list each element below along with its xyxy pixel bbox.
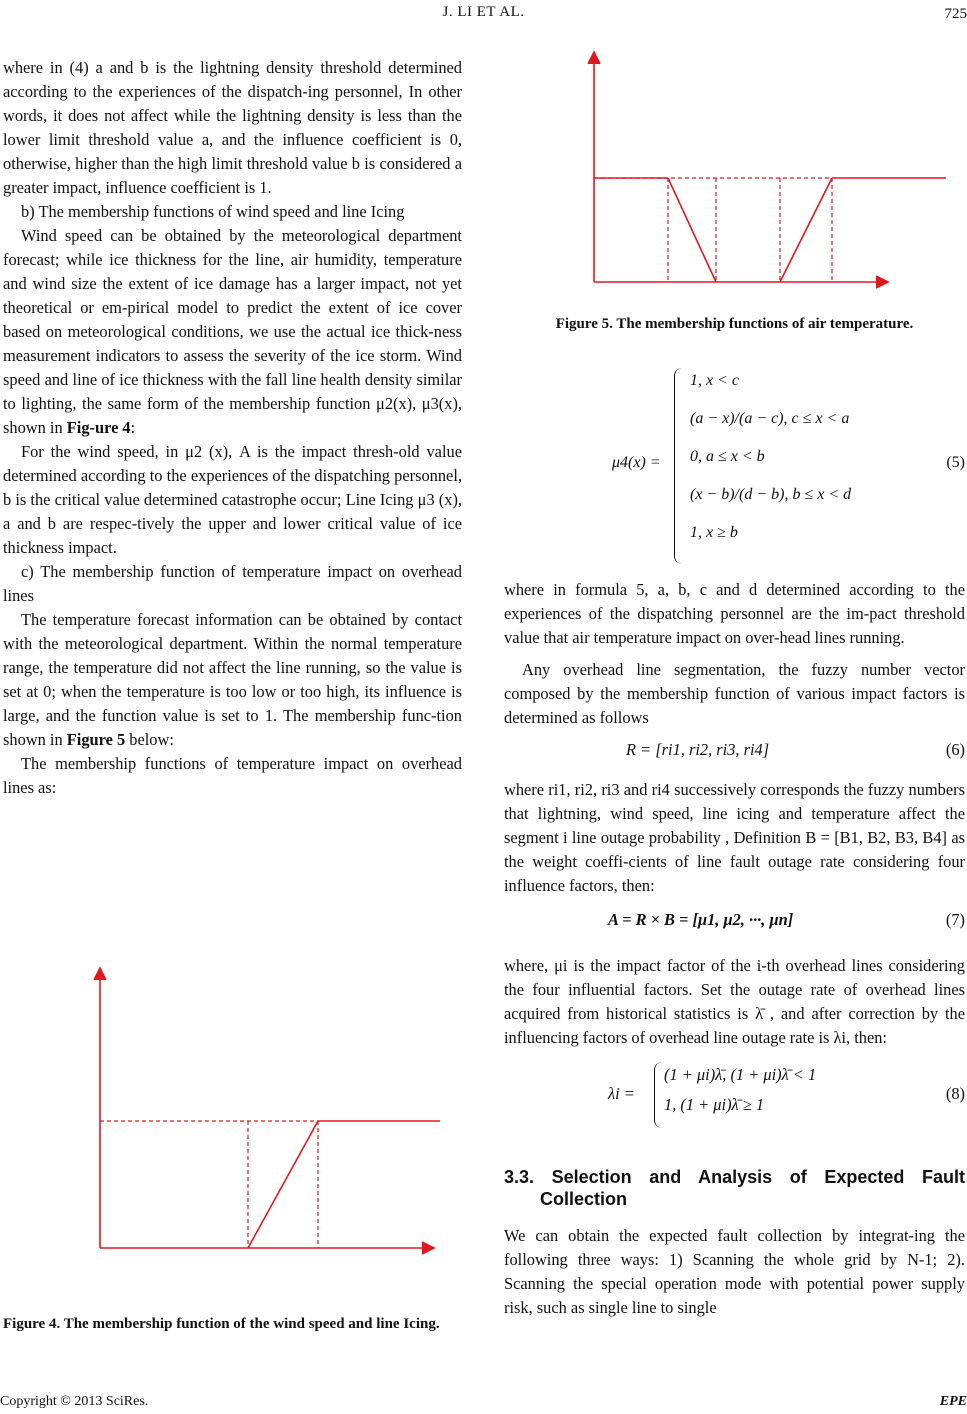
equation-7 [504,898,965,954]
equation-6 [504,730,965,778]
equation-5 [504,366,965,566]
case-row: 0, a ≤ x < b [690,448,765,465]
equation-8-lhs: λi = [608,1084,635,1103]
paragraph: We can obtain the expected fault collection by integrat-ing the following three ways: 1) Scanning the whole grid by N-1; 2). Scanning the special operation mode with potential power supply risk, such as single line to single [504,1226,965,1317]
paragraph: where ri1, ri2, ri3 and ri4 successively corresponds the fuzzy numbers that lightning, wind speed, line icing and temperature affect the segment i line outage probability , Definition B = [B1, B2, B3, B4] as the weight coeffi-cients of line fault outage rate considering four influence factors, then: [504,780,965,895]
figure-reference: Fig-ure 4 [66,418,131,437]
paragraph: where in formula 5, a, b, c and d determined according to the experiences of the dispatching personnel are the im-pact threshold value that air temperature impact on over-head lines running. [504,580,965,647]
case-row: (x − b)/(d − b), b ≤ x < d [690,486,852,503]
equation-6-body: R = [ri1, ri2, ri3, ri4] [626,740,770,759]
page-number: 725 [944,6,967,22]
paragraph: Any overhead line segmentation, the fuzzy number vector composed by the membership function of various impact factors is determined as follows [504,660,965,727]
equation-brace [674,368,685,564]
case-row: (1 + μi)λ̄, (1 + μi)λ̄ < 1 [664,1065,817,1084]
figure-5-plot [584,42,954,294]
paragraph: For the wind speed, in μ2 (x), A is the impact thresh-old value determined according to the experiences of the dispatching personnel, b is the critical value determined catastrophe occur; Line Icing μ3 (x), a and b are respec-tively the upper and lower critical value of ice thickness impact. [3,442,462,557]
journal-abbreviation: EPE [939,1394,967,1409]
equation-number: (6) [945,740,965,759]
equation-5-lhs: μ4(x) = [612,454,661,471]
y-axis-arrow [94,968,106,980]
equation-8 [504,1058,965,1138]
paragraph: where, μi is the impact factor of the i-th overhead lines considering the four influential factors. Set the outage rate of overhead lines acquired from historical statistics is λ̄ , and after correction by the influencing factors of overhead line outage rate is λi, then: [504,956,965,1047]
equation-brace [654,1062,663,1128]
paragraph: The membership functions of temperature impact on overhead lines as: [3,754,462,797]
case-row: 1, (1 + μi)λ̄ ≥ 1 [664,1095,765,1114]
figure-reference: Figure 5 [66,730,126,749]
membership-descending [668,178,716,282]
right-column [504,578,965,1320]
membership-ascending [780,178,832,282]
equation-5-cases [690,368,851,546]
header-title: J. LI ET AL. [442,4,525,20]
case-row: 1, x < c [690,372,739,389]
left-column [3,56,462,800]
section-heading: 3.3. Selection and Analysis of Expected Fault Collection [504,1167,965,1209]
paragraph: c) The membership function of temperature impact on overhead lines [3,562,462,605]
case-row: 1, x ≥ b [690,524,738,541]
paragraph: b) The membership functions of wind speed and line Icing [21,202,405,221]
copyright: Copyright © 2013 SciRes. [0,1394,149,1409]
x-axis-arrow [876,276,888,288]
equation-8-cases [664,1060,816,1120]
y-axis-arrow [588,52,600,64]
x-axis-arrow [422,1242,434,1254]
equation-number: (5) [946,454,965,471]
membership-ramp [248,1121,318,1248]
figure-5-caption: Figure 5. The membership functions of air temperature. [555,316,914,332]
equation-7-body: A = R × B = [μ1, μ2, ···, μn] [608,910,794,929]
equation-number: (7) [945,910,965,929]
case-row: (a − x)/(a − c), c ≤ x < a [690,410,850,427]
paragraph: Wind speed can be obtained by the meteorological department forecast; while ice thickness for the line, air humidity, temperature and wind size the extent of ice damage has a larger impact, not yet theoretical or em-pirical model to predict the extent of ice cover based on meteorological conditions, we use the actual ice thick-ness measurement indicators to assess the severity of the ice storm. Wind speed and line of ice thickness with the fall line health density similar to lighting, the same form of the membership function μ2(x), μ3(x), shown in Fig-ure 4: [3,226,462,437]
paragraph: The temperature forecast information can be obtained by contact with the meteorological department. Within the normal temperature range, the temperature did not affect the line running, so the value is set at 0; when the temperature is too low or too high, its influence is large, and the function value is set to 1. The membership func-tion shown in Figure 5 below: [3,610,462,749]
figure-4-plot [88,958,448,1258]
equation-number: (8) [945,1084,965,1103]
paragraph: where in (4) a and b is the lightning density threshold determined according to the experiences of the dispatch-ing personnel, In other words, it does not affect while the lightning density is less than the lower limit threshold value a, and the influence coefficient is 0, otherwise, higher than the high limit threshold value b is considered a greater impact, influence coefficient is 1. [3,58,462,197]
figure-4-caption: Figure 4. The membership function of the wind speed and line Icing. [3,1316,440,1332]
